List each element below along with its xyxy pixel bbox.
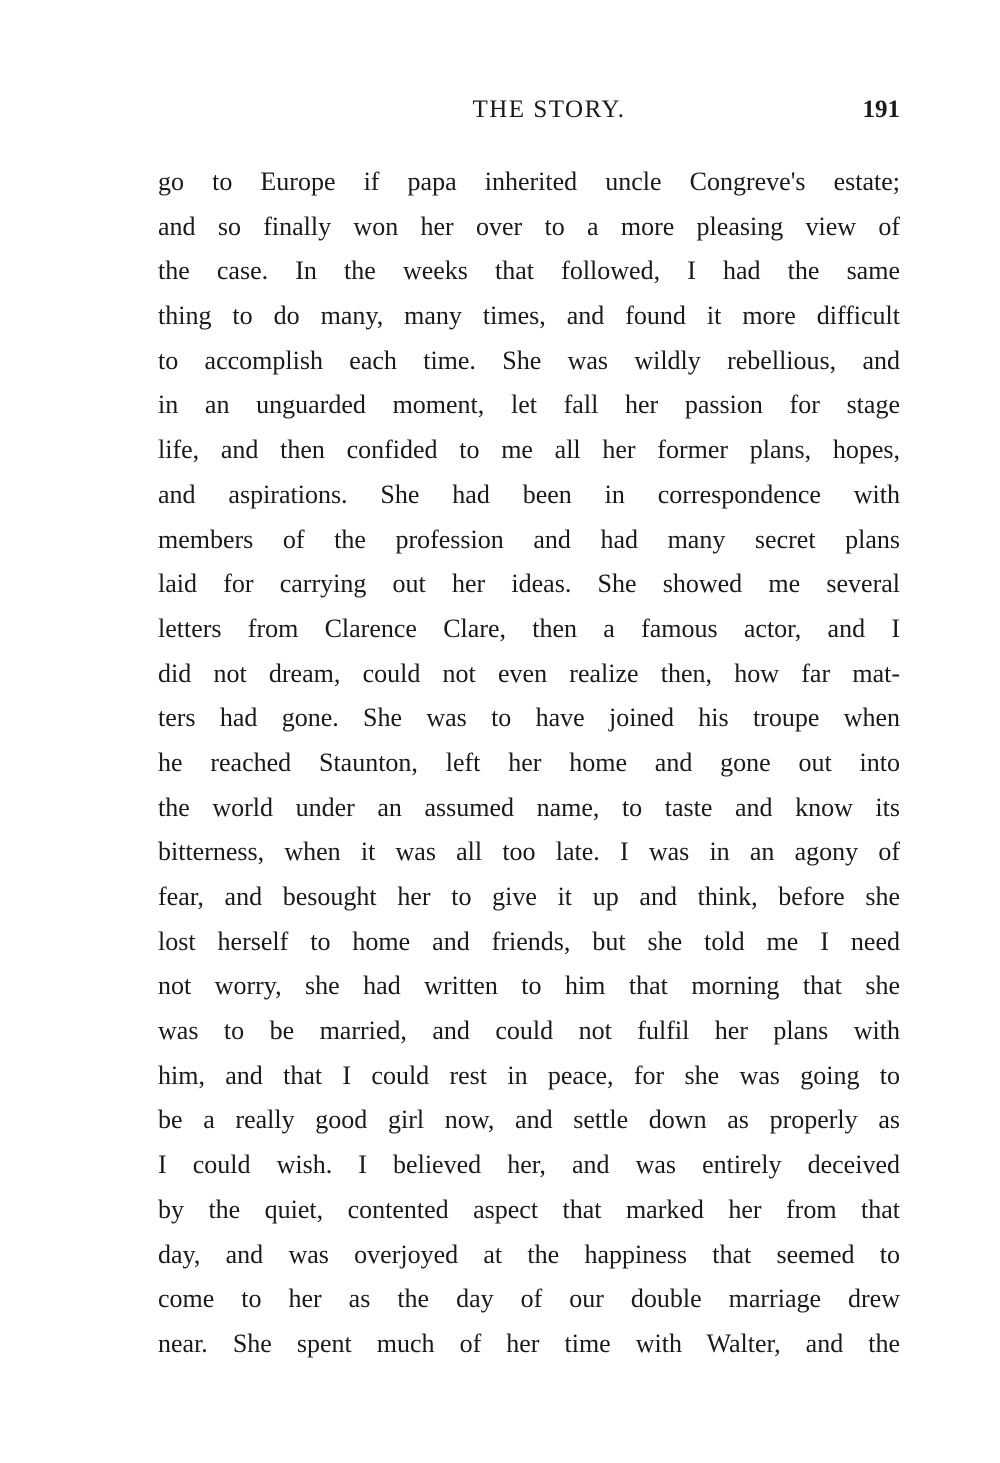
running-title: THE STORY. bbox=[472, 96, 626, 123]
text-line: him, and that I could rest in peace, for she was going to bbox=[158, 1060, 900, 1090]
body-text bbox=[158, 160, 900, 1367]
text-line: I could wish. I believed her, and was entirely deceived bbox=[158, 1150, 900, 1180]
text-line: day, and was overjoyed at the happiness that seemed to bbox=[158, 1239, 900, 1269]
text-line: fear, and besought her to give it up and think, before she bbox=[158, 882, 900, 911]
text-line: near. She spent much of her time with Walter, and the bbox=[158, 1328, 900, 1358]
text-line: ters had gone. She was to have joined his troupe when bbox=[158, 703, 900, 733]
text-line: members of the profession and had many secret plans bbox=[158, 524, 900, 554]
text-line: by the quiet, contented aspect that marked her from that bbox=[158, 1194, 900, 1224]
text-line: he reached Staunton, left her home and gone out into bbox=[158, 747, 900, 777]
text-line: and aspirations. She had been in correspondence with bbox=[158, 479, 900, 509]
text-line: lost herself to home and friends, but she told me I need bbox=[158, 926, 900, 956]
text-line: laid for carrying out her ideas. She showed me several bbox=[158, 569, 900, 599]
text-line: bitterness, when it was all too late. I was in an agony of bbox=[158, 837, 900, 867]
text-line: did not dream, could not even realize then, how far mat- bbox=[158, 658, 900, 688]
text-line: was to be married, and could not fulfil her plans with bbox=[158, 1016, 900, 1046]
text-line: to accomplish each time. She was wildly rebellious, and bbox=[158, 345, 900, 375]
text-line: thing to do many, many times, and found it more difficult bbox=[158, 301, 900, 331]
text-line: in an unguarded moment, let fall her passion for stage bbox=[158, 390, 900, 420]
text-line: the case. In the weeks that followed, I had the same bbox=[158, 256, 900, 286]
page-number: 191 bbox=[862, 96, 900, 123]
text-line: not worry, she had written to him that morning that she bbox=[158, 971, 900, 1001]
text-line: letters from Clarence Clare, then a famous actor, and I bbox=[158, 613, 900, 643]
text-line: be a really good girl now, and settle down as properly as bbox=[158, 1105, 900, 1135]
text-line: the world under an assumed name, to taste and know its bbox=[158, 792, 900, 822]
text-line: life, and then confided to me all her former plans, hopes, bbox=[158, 435, 900, 465]
text-line: go to Europe if papa inherited uncle Congreve's estate; bbox=[158, 167, 900, 196]
running-head bbox=[158, 92, 900, 132]
text-line: come to her as the day of our double marriage drew bbox=[158, 1284, 900, 1314]
text-line: and so finally won her over to a more pleasing view of bbox=[158, 211, 900, 241]
